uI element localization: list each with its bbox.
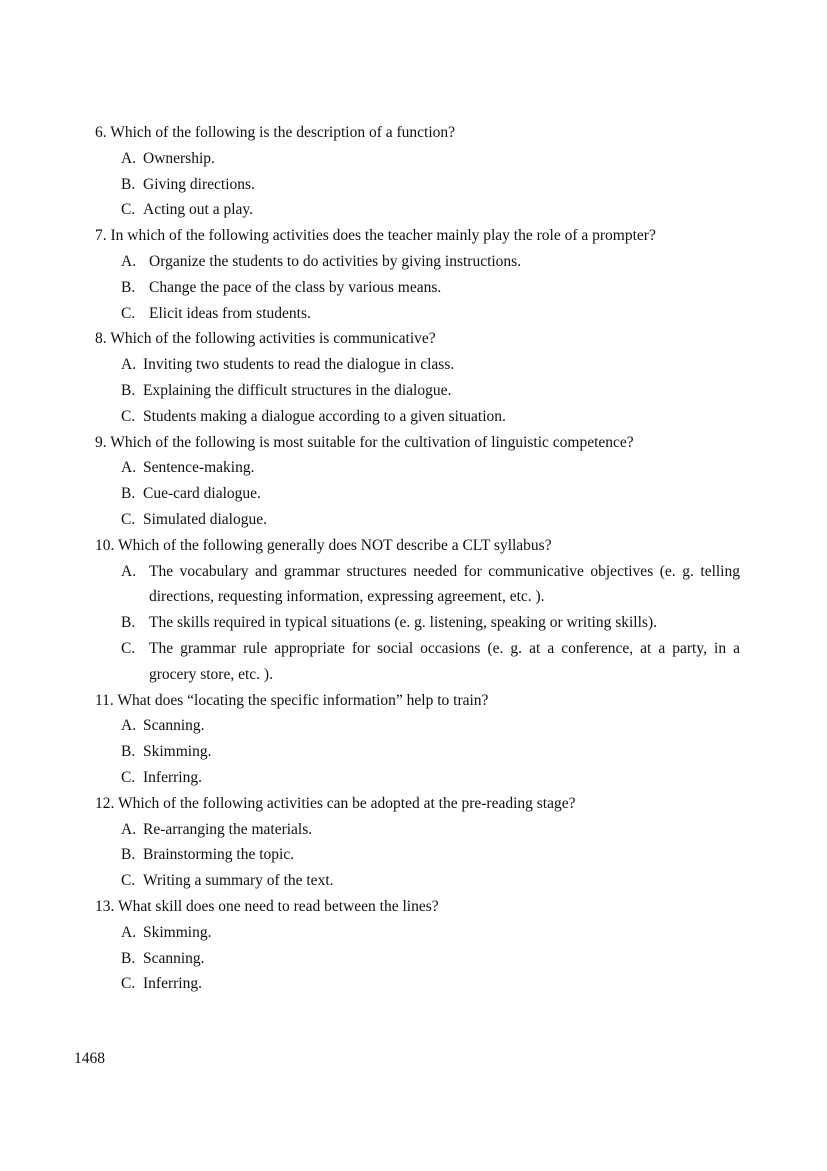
option-text: Scanning.	[143, 949, 205, 967]
answer-option	[121, 946, 740, 972]
question-list	[95, 120, 740, 997]
option-letter: B.	[121, 846, 136, 864]
question-number: 11.	[95, 691, 114, 709]
question-item	[95, 120, 740, 223]
answer-option	[121, 842, 740, 868]
option-text: Giving directions.	[143, 175, 255, 193]
answer-option	[121, 455, 740, 481]
page-number: 1468	[74, 1050, 105, 1067]
answer-option	[121, 352, 740, 378]
option-letter: C.	[121, 768, 136, 786]
option-text: Inferring.	[143, 975, 202, 993]
question-item	[95, 791, 740, 894]
question-item	[95, 688, 740, 791]
option-text: The grammar rule appropriate for social occasions (e. g. at a conference, at a party, in a grocery store, etc. ).	[149, 639, 740, 683]
option-text: Explaining the difficult structures in the dialogue.	[143, 381, 452, 399]
answer-option	[121, 378, 740, 404]
question-stem	[95, 791, 740, 817]
answer-option	[121, 868, 740, 894]
answer-option	[121, 481, 740, 507]
option-letter: A.	[121, 717, 137, 735]
option-text: Re-arranging the materials.	[143, 820, 313, 838]
answer-option	[121, 713, 740, 739]
option-text: Simulated dialogue.	[143, 510, 267, 528]
option-text: The skills required in typical situations (e. g. listening, speaking or writing skills).	[149, 614, 657, 632]
option-letter: B.	[121, 485, 136, 503]
question-text: Which of the following is most suitable for the cultivation of linguistic competence?	[110, 433, 634, 451]
option-text: Inferring.	[143, 768, 202, 786]
answer-option	[121, 739, 740, 765]
answer-option	[121, 817, 740, 843]
option-text: Elicit ideas from students.	[149, 304, 311, 322]
option-letter: B.	[121, 175, 136, 193]
option-text: Skimming.	[143, 743, 212, 761]
question-stem	[95, 430, 740, 456]
question-stem	[95, 688, 740, 714]
option-letter: A.	[121, 562, 137, 580]
answer-option	[121, 404, 740, 430]
option-text: Change the pace of the class by various means.	[149, 278, 442, 296]
question-text: Which of the following activities is communicative?	[110, 330, 436, 348]
option-letter: C.	[121, 201, 136, 219]
option-text: Writing a summary of the text.	[143, 872, 334, 890]
question-number: 8.	[95, 330, 107, 348]
option-letter: A.	[121, 356, 137, 374]
question-item	[95, 533, 740, 688]
question-text: Which of the following activities can be adopted at the pre-reading stage?	[117, 794, 576, 812]
answer-option	[121, 610, 740, 636]
question-text: Which of the following is the description of a function?	[110, 124, 456, 141]
answer-option	[121, 197, 740, 223]
option-text: The vocabulary and grammar structures needed for communicative objectives (e. g. telling directions, requesting information, expressing agreement, etc. ).	[149, 562, 740, 606]
question-stem	[95, 120, 740, 146]
option-text: Brainstorming the topic.	[143, 846, 295, 864]
question-stem	[95, 223, 740, 249]
question-stem	[95, 326, 740, 352]
question-text: Which of the following generally does NOT describe a CLT syllabus?	[117, 536, 552, 554]
answer-option	[121, 636, 740, 688]
option-text: Scanning.	[143, 717, 205, 735]
option-letter: A.	[121, 252, 137, 270]
question-text: In which of the following activities does the teacher mainly play the role of a prompter?	[110, 227, 656, 245]
question-stem	[95, 533, 740, 559]
answer-option	[121, 507, 740, 533]
question-number: 13.	[95, 897, 115, 915]
option-letter: B.	[121, 743, 136, 761]
answer-option	[121, 146, 740, 172]
option-text: Organize the students to do activities by giving instructions.	[149, 252, 522, 270]
question-number: 12.	[95, 794, 115, 812]
question-number: 7.	[95, 227, 107, 245]
option-text: Ownership.	[143, 149, 215, 167]
question-number: 10.	[95, 536, 115, 554]
question-item	[95, 223, 740, 326]
answer-option	[121, 249, 740, 275]
question-item	[95, 894, 740, 997]
answer-option	[121, 765, 740, 791]
answer-option	[121, 920, 740, 946]
option-letter: C.	[121, 872, 136, 890]
question-stem	[95, 894, 740, 920]
option-letter: B.	[121, 614, 136, 632]
option-text: Cue-card dialogue.	[143, 485, 261, 503]
option-letter: C.	[121, 639, 136, 657]
option-text: Students making a dialogue according to a given situation.	[143, 407, 506, 425]
option-letter: A.	[121, 923, 137, 941]
option-letter: C.	[121, 510, 136, 528]
option-letter: A.	[121, 459, 137, 477]
answer-option	[121, 301, 740, 327]
question-number: 6.	[95, 124, 107, 141]
option-letter: B.	[121, 949, 136, 967]
option-text: Skimming.	[143, 923, 212, 941]
answer-option	[121, 559, 740, 611]
option-letter: B.	[121, 278, 136, 296]
question-text: What skill does one need to read between the lines?	[117, 897, 439, 915]
question-number: 9.	[95, 433, 107, 451]
option-letter: B.	[121, 381, 136, 399]
option-letter: C.	[121, 304, 136, 322]
answer-option	[121, 971, 740, 997]
answer-option	[121, 275, 740, 301]
option-text: Sentence-making.	[143, 459, 255, 477]
question-item	[95, 326, 740, 429]
option-letter: A.	[121, 149, 137, 167]
question-item	[95, 430, 740, 533]
option-letter: A.	[121, 820, 137, 838]
answer-option	[121, 172, 740, 198]
option-letter: C.	[121, 975, 136, 993]
option-text: Inviting two students to read the dialogue in class.	[143, 356, 455, 374]
option-letter: C.	[121, 407, 136, 425]
question-text: What does “locating the specific information” help to train?	[117, 691, 489, 709]
option-text: Acting out a play.	[143, 201, 254, 219]
